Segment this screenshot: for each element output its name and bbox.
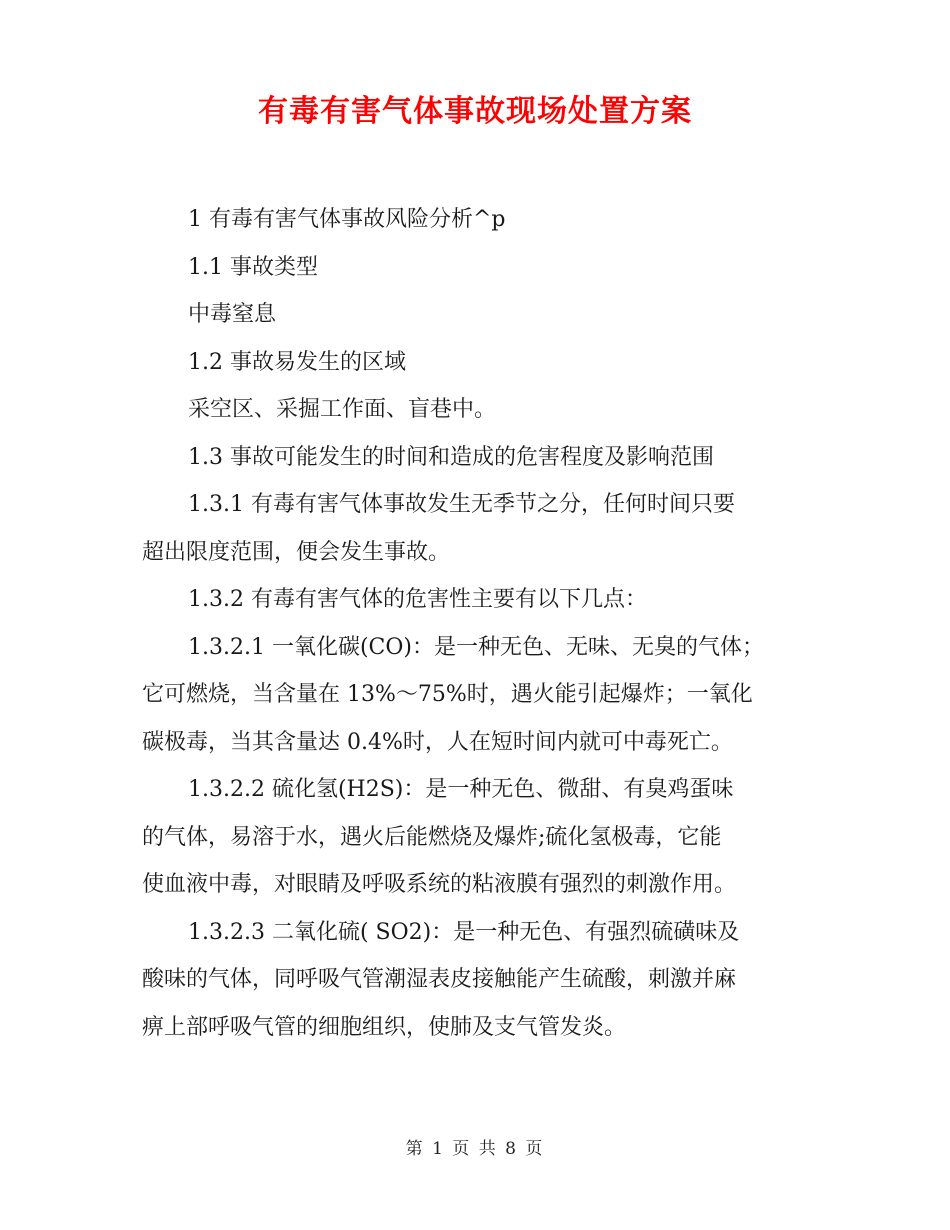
text-line: 1 有毒有害气体事故风险分析^p	[188, 207, 506, 232]
text-line: 1.3.2.1 一氧化碳(CO)：是一种无色、无味、无臭的气体；	[188, 634, 764, 660]
text-line: 1.3 事故可能发生的时间和造成的危害程度及影响范围	[188, 444, 714, 470]
text-line: 使血液中毒，对眼睛及呼吸系统的粘液膜有强烈的刺激作用。	[142, 872, 737, 897]
text-line: 酸味的气体，同呼吸气管潮湿表皮接触能产生硫酸，刺激并麻	[142, 967, 737, 992]
text-line: 超出限度范围，便会发生事故。	[142, 539, 451, 565]
text-line: 1.3.2 有毒有害气体的危害性主要有以下几点：	[188, 587, 647, 612]
text-line: 痹上部呼吸气管的细胞组织，使肺及支气管发炎。	[142, 1014, 627, 1040]
text-line: 的气体，易溶于水，遇火后能燃烧及爆炸;硫化氢极毒，它能	[142, 824, 722, 850]
text-line: 1.3.2.2 硫化氢(H2S)：是一种无色、微甜、有臭鸡蛋味	[188, 777, 734, 802]
text-line: 它可燃烧，当含量在 13%～75%时，遇火能引起爆炸；一氧化	[142, 682, 753, 707]
page-number-footer: 第 1 页 共 8 页	[405, 1139, 545, 1159]
text-line: 1.1 事故类型	[188, 254, 318, 280]
document-body	[142, 196, 812, 1051]
document-title: 有毒有害气体事故现场处置方案	[258, 94, 692, 129]
text-line: 1.3.2.3 二氧化硫( SO2)：是一种无色、有强烈硫磺味及	[188, 919, 740, 945]
text-line: 采空区、采掘工作面、盲巷中。	[188, 397, 497, 422]
text-line: 1.3.1 有毒有害气体事故发生无季节之分，任何时间只要	[188, 492, 735, 517]
text-line: 碳极毒，当其含量达 0.4%时，人在短时间内就可中毒死亡。	[142, 729, 733, 755]
text-line: 中毒窒息	[188, 302, 277, 327]
text-line: 1.2 事故易发生的区域	[188, 349, 406, 375]
